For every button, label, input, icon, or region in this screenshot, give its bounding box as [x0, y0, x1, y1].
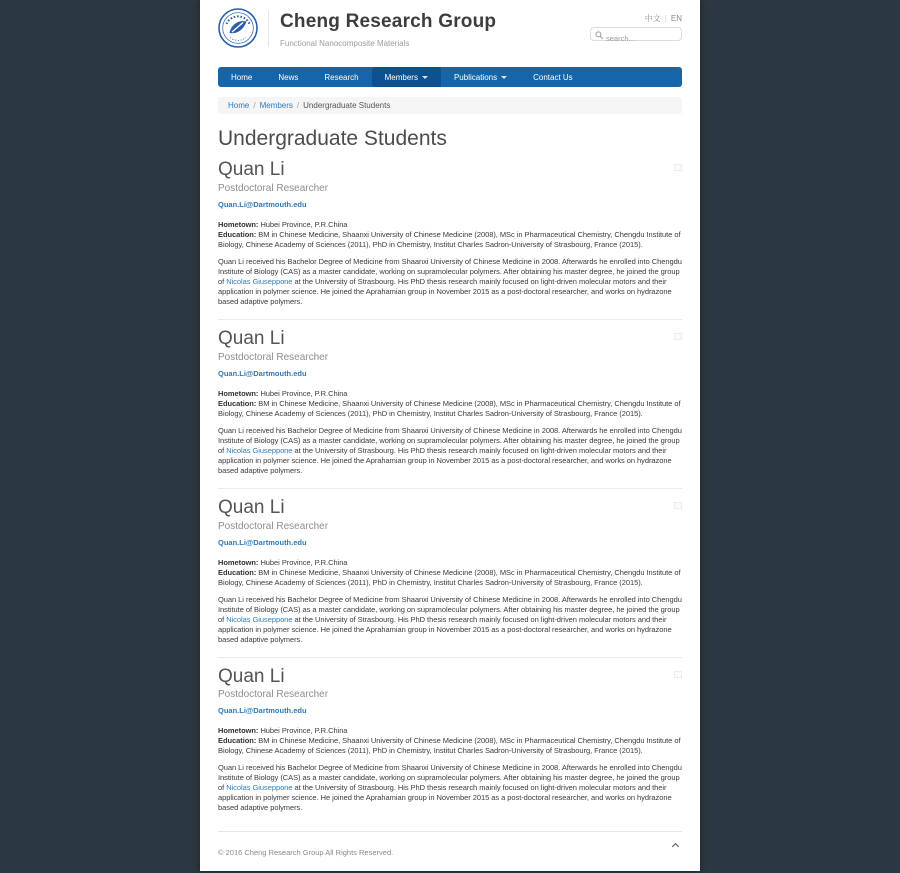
- bio-text: at the University of Strasbourg. His PhD thesis research mainly focused on light-driven molecular motors and their application in polymer science. He joined the Aprahamian group in November 2015 as a post-doctoral researcher, and works on hydrazone based adaptive polymers.: [218, 614, 672, 644]
- breadcrumb-current: Undergraduate Students: [303, 101, 391, 110]
- member-info: [218, 558, 682, 588]
- bio-text: Quan Li received his Bachelor Degree of Medicine from Shaanxi University of Chinese Medicine in 2008. Afterwards he enrolled into Chengdu Institute of Biology (CAS) as a master candidate, working on supramolecular polymers. After obtaining his master degree, he joined the group of: [218, 256, 682, 286]
- member-hometown-line: [218, 220, 682, 230]
- member-bio: [218, 595, 682, 645]
- member-education-line: [218, 568, 682, 588]
- education-value: BM in Chinese Medicine, Shaanxi University of Chinese Medicine (2008), MSc in Pharmaceutical Chemistry, Chengdu Institute of Biology, Chinese Academy of Sciences (2011), PhD in Chemistry, Institut Charles Sadron-University of Strasbourg, France (2015).: [218, 567, 681, 587]
- education-value: BM in Chinese Medicine, Shaanxi University of Chinese Medicine (2008), MSc in Pharmaceutical Chemistry, Chengdu Institute of Biology, Chinese Academy of Sciences (2011), PhD in Chemistry, Institut Charles Sadron-University of Strasbourg, France (2015).: [218, 736, 681, 756]
- education-label: Education:: [218, 736, 257, 746]
- member-role: Postdoctoral Researcher: [218, 182, 329, 194]
- education-value: BM in Chinese Medicine, Shaanxi University of Chinese Medicine (2008), MSc in Pharmaceutical Chemistry, Chengdu Institute of Biology, Chinese Academy of Sciences (2011), PhD in Chemistry, Institut Charles Sadron-University of Strasbourg, France (2015).: [218, 398, 681, 418]
- member-hometown-line: [218, 389, 682, 399]
- bio-text: Quan Li received his Bachelor Degree of Medicine from Shaanxi University of Chinese Medicine in 2008. Afterwards he enrolled into Chengdu Institute of Biology (CAS) as a master candidate, working on supramolecular polymers. After obtaining his master degree, he joined the group of: [218, 594, 682, 624]
- nav-item-contact-us[interactable]: [520, 67, 586, 87]
- member-name: Quan Li: [218, 327, 285, 349]
- member-email-link[interactable]: Quan.Li@Dartmouth.edu: [218, 199, 307, 209]
- bio-text: at the University of Strasbourg. His PhD thesis research mainly focused on light-driven molecular motors and their application in polymer science. He joined the Aprahamian group in November 2015 as a post-doctoral researcher, and works on hydrazone based adaptive polymers.: [218, 445, 672, 475]
- member-email-link[interactable]: Quan.Li@Dartmouth.edu: [218, 706, 307, 716]
- photo-placeholder: [674, 671, 682, 678]
- search-icon: [595, 31, 604, 40]
- member-info: [218, 220, 682, 250]
- nav-item-label: Contact Us: [533, 72, 573, 82]
- bio-text: Quan Li received his Bachelor Degree of Medicine from Shaanxi University of Chinese Medicine in 2008. Afterwards he enrolled into Chengdu Institute of Biology (CAS) as a master candidate, working on supramolecular polymers. After obtaining his master degree, he joined the group of: [218, 425, 682, 455]
- nav-item-label: News: [278, 72, 299, 82]
- education-label: Education:: [218, 229, 257, 239]
- site-title-block: [280, 11, 496, 48]
- member-role: Postdoctoral Researcher: [218, 520, 329, 532]
- bio-text: at the University of Strasbourg. His PhD thesis research mainly focused on light-driven molecular motors and their application in polymer science. He joined the Aprahamian group in November 2015 as a post-doctoral researcher, and works on hydrazone based adaptive polymers.: [218, 276, 672, 306]
- nav-item-label: Members: [384, 72, 418, 82]
- nav-item-research[interactable]: [311, 67, 371, 87]
- breadcrumb-link-members[interactable]: Members: [259, 101, 293, 110]
- site-footer: [200, 832, 700, 871]
- caret-down-icon: [501, 76, 507, 79]
- member-card: [200, 151, 700, 307]
- member-education-line: [218, 230, 682, 250]
- member-name: Quan Li: [218, 496, 285, 518]
- caret-down-icon: [422, 76, 428, 79]
- member-name: Quan Li: [218, 159, 285, 180]
- nav-item-label: Research: [324, 72, 359, 82]
- bio-person-link[interactable]: Nicolas Giuseppone: [226, 614, 293, 624]
- chevron-up-icon: [671, 843, 678, 850]
- photo-placeholder: [674, 502, 682, 509]
- member-bio: [218, 763, 682, 813]
- main-navbar: [218, 67, 682, 87]
- member-education-line: [218, 399, 682, 419]
- member-hometown-line: [218, 558, 682, 568]
- photo-placeholder: [674, 333, 682, 340]
- lang-separator: |: [664, 14, 667, 23]
- breadcrumb: [218, 97, 682, 114]
- member-education-line: [218, 736, 682, 756]
- hometown-label: Hometown:: [218, 388, 259, 398]
- member-role: Postdoctoral Researcher: [218, 351, 329, 363]
- nav-item-news[interactable]: [265, 67, 311, 87]
- nav-item-publications[interactable]: [441, 67, 520, 87]
- bio-text: Quan Li received his Bachelor Degree of Medicine from Shaanxi University of Chinese Medicine in 2008. Afterwards he enrolled into Chengdu Institute of Biology (CAS) as a master candidate, working on supramolecular polymers. After obtaining his master degree, he joined the group of: [218, 763, 682, 793]
- bio-person-link[interactable]: Nicolas Giuseppone: [226, 276, 293, 286]
- bio-person-link[interactable]: Nicolas Giuseppone: [226, 445, 293, 455]
- education-label: Education:: [218, 398, 257, 408]
- lang-zh-link[interactable]: 中文: [644, 14, 661, 23]
- page-title: Undergraduate Students: [218, 127, 447, 150]
- lang-en-link[interactable]: EN: [670, 14, 682, 23]
- education-value: BM in Chinese Medicine, Shaanxi University of Chinese Medicine (2008), MSc in Pharmaceutical Chemistry, Chengdu Institute of Biology, Chinese Academy of Sciences (2011), PhD in Chemistry, Institut Charles Sadron-University of Strasbourg, France (2015).: [218, 229, 681, 249]
- member-list: [200, 151, 700, 813]
- member-info: [218, 726, 682, 756]
- member-info: [218, 389, 682, 419]
- bio-person-link[interactable]: Nicolas Giuseppone: [226, 783, 293, 793]
- copyright-text: © 2016 Cheng Research Group All Rights Reserved.: [218, 848, 394, 858]
- hometown-label: Hometown:: [218, 557, 259, 567]
- nav-item-label: Publications: [453, 72, 498, 82]
- breadcrumb-separator: /: [296, 101, 300, 110]
- back-to-top-button[interactable]: [670, 842, 680, 850]
- nav-item-label: Home: [231, 72, 253, 82]
- member-card: [200, 489, 700, 645]
- nav-item-home[interactable]: [218, 67, 265, 87]
- member-name: Quan Li: [218, 665, 285, 687]
- header-divider: [268, 10, 269, 47]
- member-card: [200, 658, 700, 814]
- member-card: [200, 320, 700, 476]
- site-subtitle: Functional Nanocomposite Materials: [280, 39, 410, 48]
- education-label: Education:: [218, 567, 257, 577]
- language-switcher: [645, 13, 682, 24]
- university-seal-logo[interactable]: [218, 8, 258, 48]
- hometown-value: Hubei Province, P.R.China: [260, 219, 348, 229]
- member-bio: [218, 426, 682, 476]
- bio-text: at the University of Strasbourg. His PhD thesis research mainly focused on light-driven molecular motors and their application in polymer science. He joined the Aprahamian group in November 2015 as a post-doctoral researcher, and works on hydrazone based adaptive polymers.: [218, 783, 672, 813]
- site-title: Cheng Research Group: [280, 11, 497, 32]
- site-header: [200, 0, 700, 67]
- member-role: Postdoctoral Researcher: [218, 689, 329, 701]
- search-box: [590, 27, 682, 41]
- nav-item-members[interactable]: [372, 67, 441, 87]
- member-hometown-line: [218, 726, 682, 736]
- hometown-value: Hubei Province, P.R.China: [260, 557, 348, 567]
- content-column: [200, 0, 700, 871]
- photo-placeholder: [674, 164, 682, 171]
- hometown-label: Hometown:: [218, 219, 259, 229]
- hometown-label: Hometown:: [218, 726, 259, 736]
- breadcrumb-separator: /: [253, 101, 256, 110]
- member-bio: [218, 257, 682, 307]
- breadcrumb-link-home[interactable]: Home: [228, 101, 250, 110]
- member-email-link[interactable]: Quan.Li@Dartmouth.edu: [218, 368, 307, 378]
- university-seal-icon: [218, 8, 258, 48]
- hometown-value: Hubei Province, P.R.China: [260, 388, 348, 398]
- member-email-link[interactable]: Quan.Li@Dartmouth.edu: [218, 537, 307, 547]
- hometown-value: Hubei Province, P.R.China: [260, 726, 348, 736]
- search-input[interactable]: [591, 33, 681, 45]
